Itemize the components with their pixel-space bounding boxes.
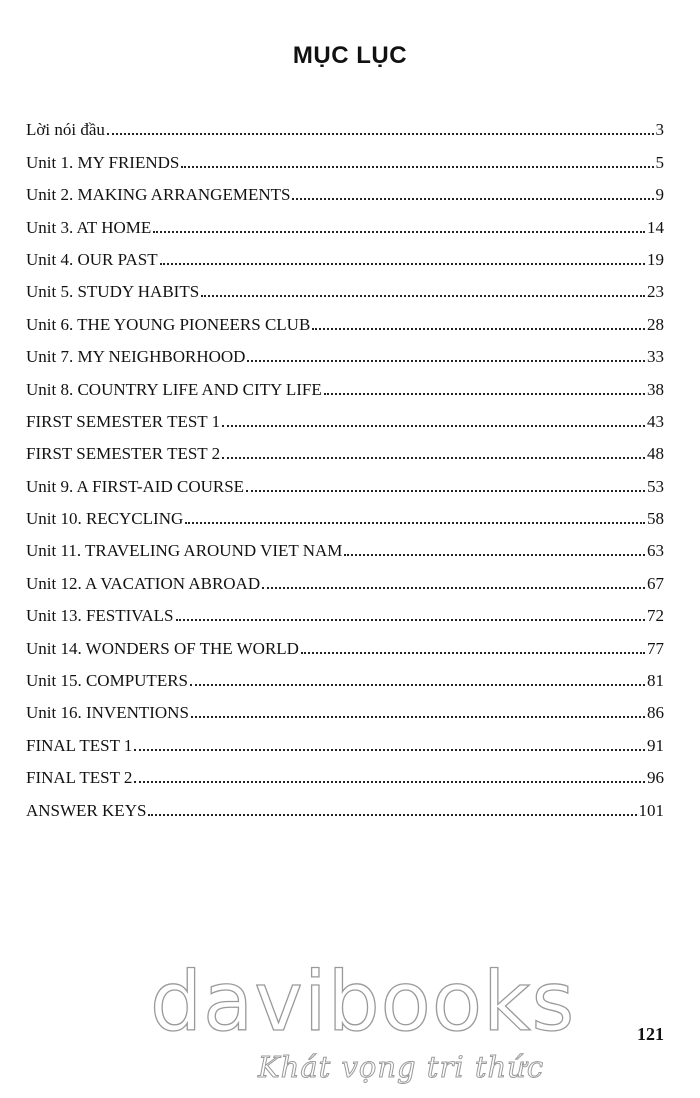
toc-entry-label: Unit 15. COMPUTERS	[26, 671, 188, 691]
toc-entry-page: 77	[647, 638, 664, 658]
toc-entry-label: Unit 11. TRAVELING AROUND VIET NAM	[26, 541, 343, 561]
toc-entry-page: 67	[647, 573, 664, 593]
toc-entry-label: FINAL TEST 1	[26, 735, 133, 755]
toc-entry-page: 86	[647, 703, 664, 723]
page-number: 121	[637, 1024, 664, 1044]
toc-row	[26, 270, 664, 302]
toc-entry-label: Unit 14. WONDERS OF THE WORLD	[26, 638, 299, 658]
toc-entry-label: Unit 1. MY FRIENDS	[26, 152, 180, 172]
toc-row	[26, 367, 664, 399]
dot-leader	[301, 652, 645, 654]
toc-entry-label: FIRST SEMESTER TEST 2	[26, 444, 221, 464]
dot-leader	[246, 490, 645, 492]
toc-row	[26, 173, 664, 205]
toc-entry-label: Unit 9. A FIRST-AID COURSE	[26, 476, 245, 496]
toc-row	[26, 205, 664, 237]
toc-row	[26, 691, 664, 723]
toc-row	[26, 238, 664, 270]
toc-entry-page: 63	[647, 541, 664, 561]
toc-entry-label: Unit 13. FESTIVALS	[26, 606, 174, 626]
dot-leader	[292, 198, 653, 200]
toc-row	[26, 108, 664, 140]
dot-leader	[181, 166, 653, 168]
toc-entry-page: 23	[647, 282, 664, 302]
dot-leader	[190, 684, 645, 686]
toc-entry-page: 91	[647, 735, 664, 755]
toc-entry-page: 28	[647, 314, 664, 334]
toc-entry-label: Unit 6. THE YOUNG PIONEERS CLUB	[26, 314, 311, 334]
toc-row	[26, 140, 664, 172]
toc-entry-page: 5	[655, 152, 664, 172]
toc-row	[26, 302, 664, 334]
toc-entry-label: FIRST SEMESTER TEST 1	[26, 411, 221, 431]
dot-leader	[262, 587, 645, 589]
toc-row	[26, 464, 664, 496]
dot-leader	[185, 522, 645, 524]
dot-leader	[176, 619, 645, 621]
toc-row	[26, 400, 664, 432]
toc-entry-page: 14	[647, 217, 664, 237]
toc-row	[26, 335, 664, 367]
dot-leader	[312, 328, 645, 330]
toc-entry-page: 101	[638, 800, 664, 820]
toc-entry-page: 53	[647, 476, 664, 496]
toc-entry-page: 58	[647, 509, 664, 529]
toc-entry-label: Unit 10. RECYCLING	[26, 509, 184, 529]
dot-leader	[247, 360, 645, 362]
toc-entry-label: ANSWER KEYS	[26, 800, 147, 820]
dot-leader	[324, 393, 645, 395]
watermark-tagline: Khát vọng tri thức	[258, 1050, 545, 1084]
toc-row	[26, 594, 664, 626]
dot-leader	[134, 781, 645, 783]
watermark-brand: davibooks	[150, 955, 576, 1050]
toc-entry-label: Unit 16. INVENTIONS	[26, 703, 189, 723]
dot-leader	[222, 457, 645, 459]
dot-leader	[160, 263, 645, 265]
toc-entry-page: 38	[647, 379, 664, 399]
dot-leader	[201, 295, 645, 297]
toc-entry-page: 48	[647, 444, 664, 464]
dot-leader	[134, 749, 645, 751]
table-of-contents	[26, 108, 664, 821]
toc-entry-page: 81	[647, 671, 664, 691]
toc-row	[26, 788, 664, 820]
toc-entry-page: 3	[655, 120, 664, 140]
toc-entry-label: Unit 5. STUDY HABITS	[26, 282, 200, 302]
toc-entry-page: 96	[647, 768, 664, 788]
toc-row	[26, 756, 664, 788]
toc-entry-page: 9	[655, 185, 664, 205]
dot-leader	[148, 814, 636, 816]
toc-row	[26, 723, 664, 755]
dot-leader	[344, 554, 645, 556]
toc-entry-page: 33	[647, 347, 664, 367]
toc-entry-label: Unit 8. COUNTRY LIFE AND CITY LIFE	[26, 379, 322, 399]
toc-row	[26, 626, 664, 658]
watermark-logo	[150, 955, 576, 1098]
toc-entry-page: 19	[647, 249, 664, 269]
dot-leader	[153, 231, 645, 233]
toc-entry-label: Unit 2. MAKING ARRANGEMENTS	[26, 185, 291, 205]
toc-row	[26, 561, 664, 593]
page-title: MỤC LỤC	[292, 42, 408, 69]
dot-leader	[191, 716, 645, 718]
toc-entry-label: FINAL TEST 2	[26, 768, 133, 788]
toc-entry-label: Unit 7. MY NEIGHBORHOOD	[26, 347, 246, 367]
dot-leader	[222, 425, 645, 427]
toc-row	[26, 529, 664, 561]
toc-row	[26, 497, 664, 529]
toc-entry-page: 43	[647, 411, 664, 431]
toc-entry-label: Unit 12. A VACATION ABROAD	[26, 573, 261, 593]
toc-row	[26, 432, 664, 464]
dot-leader	[107, 133, 654, 135]
toc-entry-page: 72	[647, 606, 664, 626]
toc-entry-label: Lời nói đầu	[26, 120, 105, 140]
toc-row	[26, 659, 664, 691]
toc-entry-label: Unit 4. OUR PAST	[26, 249, 158, 269]
toc-entry-label: Unit 3. AT HOME	[26, 217, 152, 237]
